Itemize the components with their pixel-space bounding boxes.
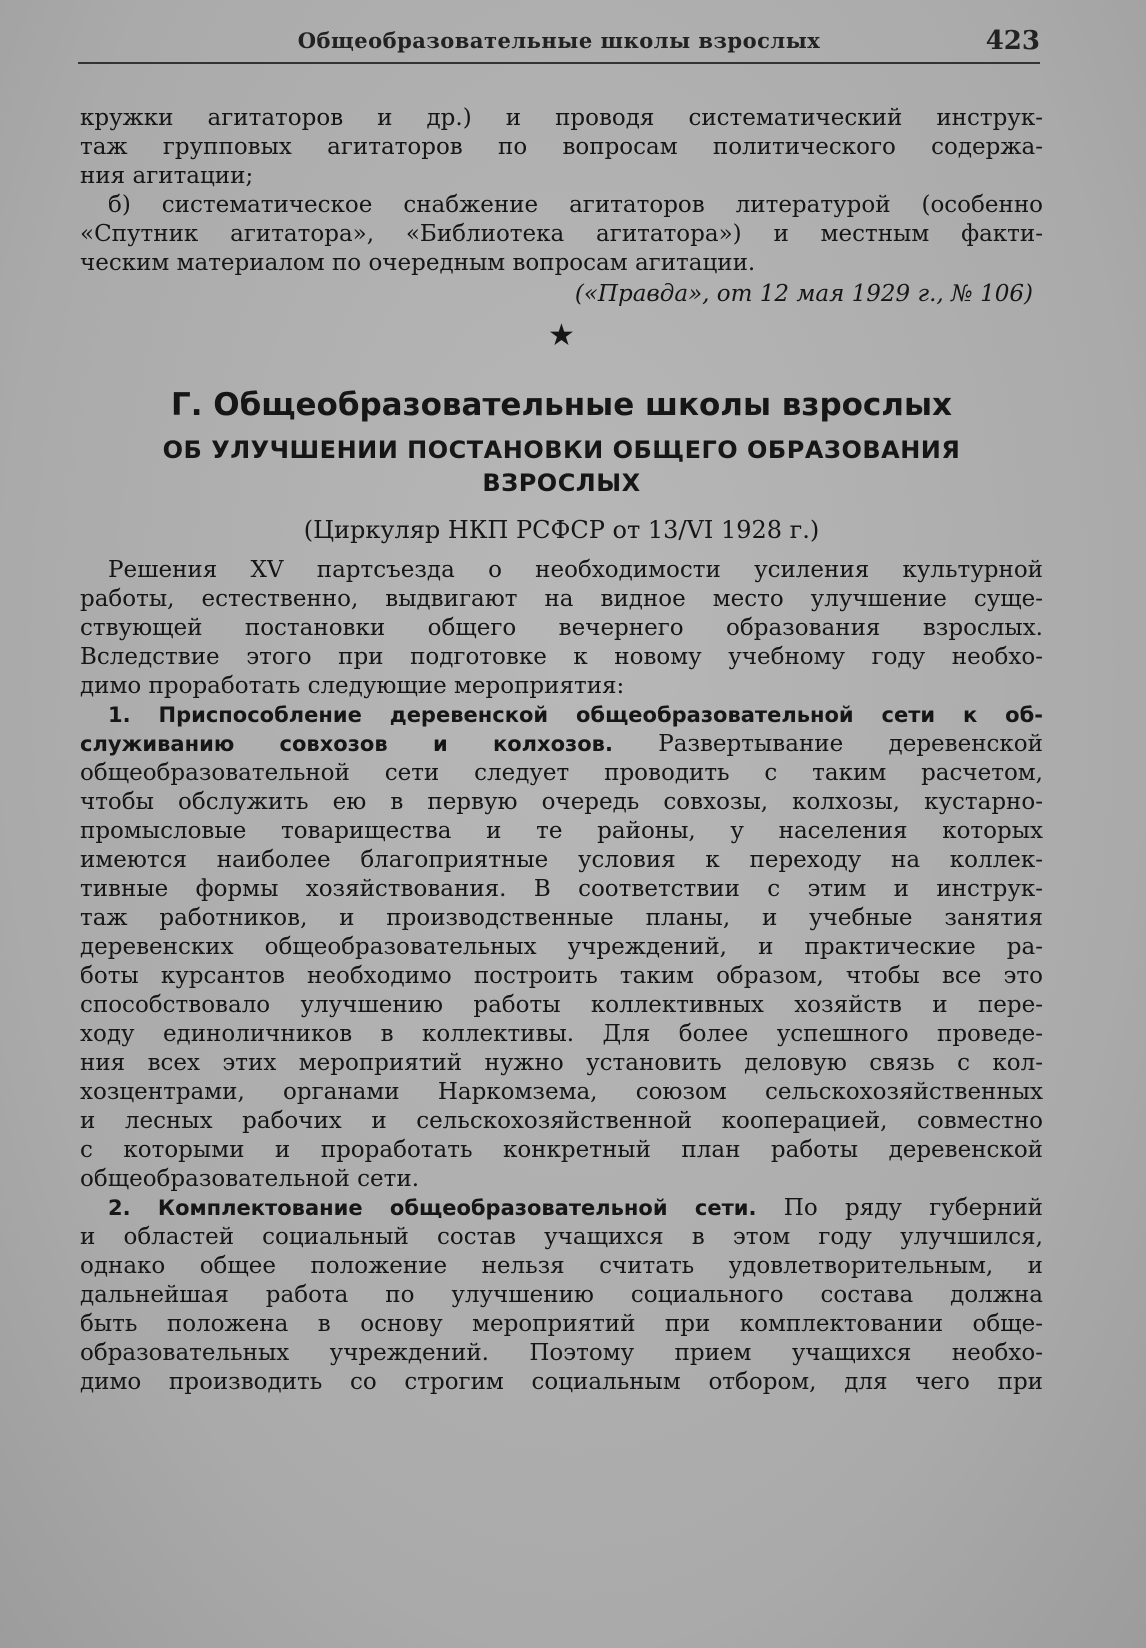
- text-line: Решения XV партсъезда о необходимости усиления культурной: [108, 557, 1043, 583]
- item-1-paragraph: [80, 701, 1043, 1194]
- intro-paragraph: [80, 556, 1043, 701]
- item-1-heading: 1. Приспособление деревенской общеобразовательной сети к об-: [108, 703, 1043, 727]
- text-line: димо производить со строгим социальным отбором, для чего при: [80, 1369, 1043, 1395]
- text-line: промысловые товарищества и те районы, у населения которых: [80, 818, 1043, 844]
- text-line: и областей социальный состав учащихся в этом году улучшился,: [80, 1224, 1043, 1250]
- text-line: ния всех этих мероприятий нужно установить деловую связь с кол-: [80, 1050, 1043, 1076]
- document-subtitle: (Циркуляр НКП РСФСР от 13/VI 1928 г.): [303, 516, 820, 544]
- running-title: Общеобразовательные школы взрослых: [297, 28, 821, 53]
- item-1-text: Развертывание деревенской: [612, 731, 1043, 757]
- text-line: хозцентрами, органами Наркомзема, союзом сельскохозяйственных: [80, 1079, 1043, 1105]
- source-citation: («Правда», от 12 мая 1929 г., № 106): [574, 281, 1033, 307]
- page-header: [78, 26, 1040, 62]
- text-line: «Спутник агитатора», «Библиотека агитатора») и местным факти-: [80, 221, 1043, 247]
- document-title-line: ВЗРОСЛЫХ: [482, 469, 641, 497]
- item-2-paragraph: [80, 1194, 1043, 1397]
- text-line: чтобы обслужить ею в первую очередь совхозы, колхозы, кустарно-: [80, 789, 1043, 815]
- text-line: общеобразовательной сети.: [80, 1166, 420, 1192]
- text-line: ходу единоличников в коллективы. Для более успешного проведе-: [80, 1021, 1043, 1047]
- text-line: общеобразовательной сети следует проводить с таким расчетом,: [80, 760, 1043, 786]
- section-title: Г. Общеобразовательные школы взрослых: [170, 387, 953, 423]
- text-line: таж групповых агитаторов по вопросам политического содержа-: [80, 134, 1043, 160]
- text-line: с которыми и проработать конкретный план работы деревенской: [80, 1137, 1043, 1163]
- text-line: димо проработать следующие мероприятия:: [80, 673, 625, 699]
- text-line: ческим материалом по очередным вопросам агитации.: [80, 250, 756, 276]
- text-line: [80, 730, 1043, 759]
- text-line: и лесных рабочих и сельскохозяйственной кооперацией, совместно: [80, 1108, 1043, 1134]
- text-line: Вследствие этого при подготовке к новому учебному году необхо-: [80, 644, 1043, 670]
- text-line: способствовало улучшению работы коллективных хозяйств и пере-: [80, 992, 1043, 1018]
- item-2-heading: 2. Комплектование общеобразовательной сети.: [108, 1196, 757, 1220]
- text-line: б) систематическое снабжение агитаторов литературой (особенно: [108, 192, 1043, 218]
- document-title-line: ОБ УЛУЧШЕНИИ ПОСТАНОВКИ ОБЩЕГО ОБРАЗОВАНИЯ: [162, 436, 961, 464]
- header-rule: [78, 62, 1040, 64]
- text-line: таж работников, и производственные планы, и учебные занятия: [80, 905, 1043, 931]
- text-line: образовательных учреждений. Поэтому прием учащихся необхо-: [80, 1340, 1043, 1366]
- continued-paragraph: [80, 104, 1043, 310]
- text-line: дальнейшая работа по улучшению социального состава должна: [80, 1282, 1043, 1308]
- page-number: 423: [985, 26, 1040, 56]
- text-line: ния агитации;: [80, 163, 254, 189]
- text-line: быть положена в основу мероприятий при комплектовании обще-: [80, 1311, 1043, 1337]
- text-line: [80, 1194, 1043, 1223]
- item-1-heading-cont: служиванию совхозов и колхозов.: [80, 732, 613, 756]
- text-line: тивные формы хозяйствования. В соответствии с этим и инструк-: [80, 876, 1043, 902]
- text-line: ствующей постановки общего вечернего образования взрослых.: [80, 615, 1043, 641]
- text-line: имеются наиболее благоприятные условия к переходу на коллек-: [80, 847, 1043, 873]
- star-separator-icon: ★: [548, 318, 575, 353]
- text-line: боты курсантов необходимо построить таким образом, чтобы все это: [80, 963, 1043, 989]
- text-line: [80, 701, 1043, 730]
- item-2-text: По ряду губерний: [756, 1195, 1043, 1221]
- page-body: [80, 104, 1043, 1397]
- text-line: однако общее положение нельзя считать удовлетворительным, и: [80, 1253, 1043, 1279]
- text-line: деревенских общеобразовательных учреждений, и практические ра-: [80, 934, 1043, 960]
- text-line: работы, естественно, выдвигают на видное место улучшение суще-: [80, 586, 1043, 612]
- text-line: кружки агитаторов и др.) и проводя систематический инструк-: [80, 105, 1043, 131]
